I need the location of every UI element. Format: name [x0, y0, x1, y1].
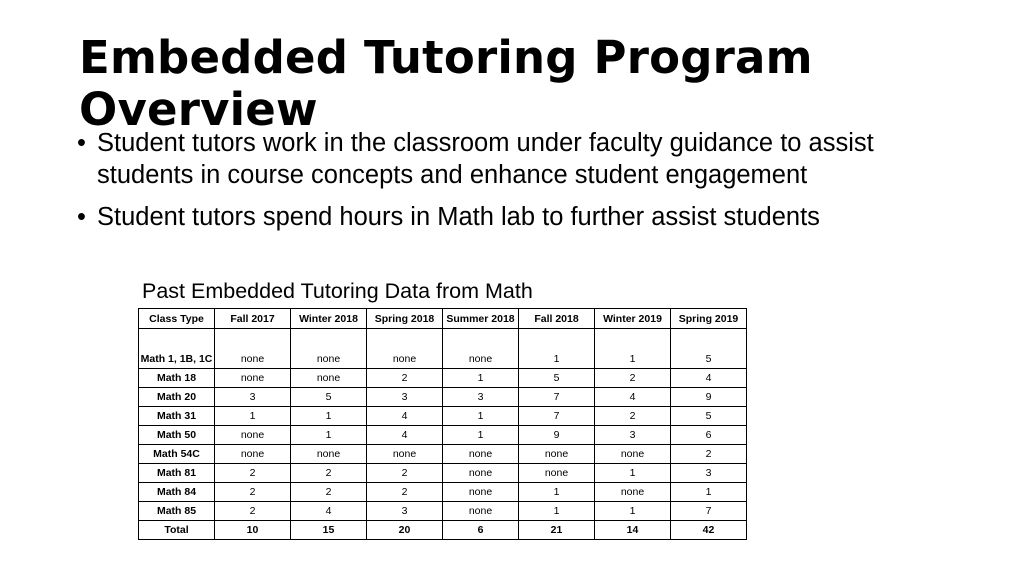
table-cell: 5 [671, 407, 747, 426]
table-cell: 6 [671, 426, 747, 445]
table-cell: none [595, 483, 671, 502]
table-cell: 1 [519, 502, 595, 521]
table-row [139, 369, 747, 388]
table-cell: none [215, 369, 291, 388]
table-cell: 2 [671, 445, 747, 464]
table-cell: 1 [443, 369, 519, 388]
table-cell: none [443, 329, 519, 369]
table-cell: 5 [671, 329, 747, 369]
bullet-text: Student tutors spend hours in Math lab to further assist students [97, 203, 820, 231]
table-cell: none [215, 445, 291, 464]
table-cell: 15 [291, 521, 367, 540]
table-cell: 2 [291, 464, 367, 483]
table-cell: none [443, 502, 519, 521]
table-cell: none [215, 329, 291, 369]
table-row [139, 407, 747, 426]
header-class-type: Class Type [139, 309, 215, 329]
table-cell: 10 [215, 521, 291, 540]
bullet-item [77, 127, 957, 191]
table-row [139, 483, 747, 502]
table-cell: 3 [671, 464, 747, 483]
table-row [139, 464, 747, 483]
header-spring-2019: Spring 2019 [671, 309, 747, 329]
table-cell: none [367, 329, 443, 369]
table-cell: Math 50 [139, 426, 215, 445]
table-cell: 4 [367, 426, 443, 445]
table-cell: 20 [367, 521, 443, 540]
header-winter-2018: Winter 2018 [291, 309, 367, 329]
table-cell: Math 54C [139, 445, 215, 464]
table-cell: 4 [671, 369, 747, 388]
table-cell: 1 [215, 407, 291, 426]
table-cell: 7 [519, 407, 595, 426]
tutoring-data-table [138, 308, 747, 540]
header-summer-2018: Summer 2018 [443, 309, 519, 329]
table-cell: 4 [291, 502, 367, 521]
table-cell: 2 [291, 483, 367, 502]
table-cell: 6 [443, 521, 519, 540]
table-cell: 2 [215, 483, 291, 502]
table-cell: Math 31 [139, 407, 215, 426]
table-cell: 4 [595, 388, 671, 407]
table-cell: 5 [291, 388, 367, 407]
table-header-row [139, 309, 747, 329]
table-cell: none [291, 329, 367, 369]
table-cell: 7 [519, 388, 595, 407]
table-cell: none [291, 369, 367, 388]
table-cell: none [443, 464, 519, 483]
table-cell: 2 [367, 369, 443, 388]
table-cell: 1 [595, 329, 671, 369]
table-cell: 1 [519, 329, 595, 369]
table-cell: none [519, 445, 595, 464]
table-row [139, 502, 747, 521]
table-cell: none [367, 445, 443, 464]
header-fall-2018: Fall 2018 [519, 309, 595, 329]
table-cell: 3 [215, 388, 291, 407]
table-cell: 42 [671, 521, 747, 540]
table-cell: none [291, 445, 367, 464]
bullet-dot: • [77, 203, 86, 231]
table-cell: 9 [671, 388, 747, 407]
table-caption: Past Embedded Tutoring Data from Math [142, 279, 533, 303]
header-winter-2019: Winter 2019 [595, 309, 671, 329]
table-row [139, 388, 747, 407]
table-cell: 2 [215, 502, 291, 521]
table-cell: 3 [595, 426, 671, 445]
table-cell: Math 18 [139, 369, 215, 388]
table-cell: 1 [671, 483, 747, 502]
table-cell: 2 [595, 369, 671, 388]
table-cell: 2 [367, 483, 443, 502]
table-total-row [139, 521, 747, 540]
table-cell: 1 [595, 502, 671, 521]
bullet-dot: • [77, 129, 86, 157]
slide-title: Embedded Tutoring Program Overview [79, 31, 813, 136]
bullet-list [77, 127, 957, 243]
table-cell: 9 [519, 426, 595, 445]
table-cell: 2 [215, 464, 291, 483]
table-cell: 3 [367, 388, 443, 407]
table-cell: 21 [519, 521, 595, 540]
header-fall-2017: Fall 2017 [215, 309, 291, 329]
table-cell: 3 [443, 388, 519, 407]
table-cell: 4 [367, 407, 443, 426]
table-cell: none [215, 426, 291, 445]
table-cell: 1 [595, 464, 671, 483]
table-cell: 7 [671, 502, 747, 521]
bullet-text: Student tutors work in the classroom under faculty guidance to assist students in course concepts and enhance student engagement [97, 129, 874, 189]
table-cell: none [443, 483, 519, 502]
table-cell: none [595, 445, 671, 464]
table-row [139, 426, 747, 445]
table-cell: Math 20 [139, 388, 215, 407]
table-cell: none [519, 464, 595, 483]
table-cell: 5 [519, 369, 595, 388]
table-cell: 1 [443, 407, 519, 426]
table-cell: Math 84 [139, 483, 215, 502]
table-cell: Total [139, 521, 215, 540]
table-row [139, 445, 747, 464]
table-cell: Math 81 [139, 464, 215, 483]
table-cell: 1 [291, 426, 367, 445]
table-cell: Math 85 [139, 502, 215, 521]
table-cell: 14 [595, 521, 671, 540]
table-row [139, 329, 747, 369]
table-cell: 1 [519, 483, 595, 502]
table-cell: 2 [367, 464, 443, 483]
table-cell: 1 [443, 426, 519, 445]
table-cell: 1 [291, 407, 367, 426]
bullet-item [77, 201, 957, 233]
table-cell: 3 [367, 502, 443, 521]
header-spring-2018: Spring 2018 [367, 309, 443, 329]
table-cell: none [443, 445, 519, 464]
table-cell: 2 [595, 407, 671, 426]
table-cell: Math 1, 1B, 1C [139, 329, 215, 369]
